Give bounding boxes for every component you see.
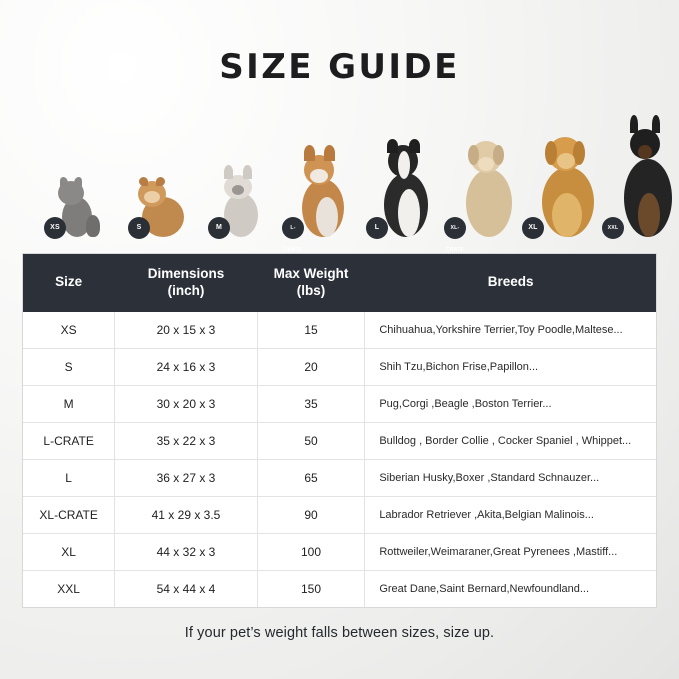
badge-xl: XL (522, 217, 544, 239)
cell-max-weight: 150 (257, 570, 365, 607)
cell-dimensions: 44 x 32 x 3 (115, 533, 257, 570)
cell-max-weight: 100 (257, 533, 365, 570)
cell-breeds: Pug,Corgi ,Beagle ,Boston Terrier... (365, 385, 656, 422)
cell-size: L (23, 459, 115, 496)
cell-max-weight: 50 (257, 422, 365, 459)
cell-breeds: Rottweiler,Weimaraner,Great Pyrenees ,Mastiff... (365, 533, 656, 570)
cell-dimensions: 36 x 27 x 3 (115, 459, 257, 496)
cell-max-weight: 90 (257, 496, 365, 533)
cell-size: L-CRATE (23, 422, 115, 459)
cell-size: XL (23, 533, 115, 570)
column-header-dimensions-line2: (inch) (167, 282, 205, 298)
cell-breeds: Labrador Retriever ,Akita,Belgian Malinois... (365, 496, 656, 533)
table-row (23, 385, 656, 422)
cell-max-weight: 65 (257, 459, 365, 496)
cell-max-weight: 35 (257, 385, 365, 422)
cell-dimensions: 35 x 22 x 3 (115, 422, 257, 459)
cell-dimensions: 54 x 44 x 4 (115, 570, 257, 607)
badge-xs: XS (44, 217, 66, 239)
table-row (23, 533, 656, 570)
badge-s: S (128, 217, 150, 239)
size-table-wrapper (22, 253, 657, 608)
cell-dimensions: 24 x 16 x 3 (115, 348, 257, 385)
cell-max-weight: 15 (257, 312, 365, 349)
cell-dimensions: 20 x 15 x 3 (115, 312, 257, 349)
table-header-row (23, 254, 656, 312)
silhouette-l-crate (283, 145, 354, 253)
cell-dimensions: 30 x 20 x 3 (115, 385, 257, 422)
column-header-dimensions (115, 254, 257, 312)
cell-size: XL-CRATE (23, 496, 115, 533)
breed-silhouette-row (26, 107, 653, 253)
cell-size: XXL (23, 570, 115, 607)
cell-breeds: Siberian Husky,Boxer ,Standard Schnauzer... (365, 459, 656, 496)
silhouette-xxl (608, 115, 679, 237)
table-row (23, 348, 656, 385)
cell-max-weight: 20 (257, 348, 365, 385)
silhouette-l (370, 137, 440, 237)
cell-dimensions: 41 x 29 x 3.5 (115, 496, 257, 533)
column-header-breeds: Breeds (365, 254, 656, 312)
badge-l-crate: L-CRATE (282, 217, 304, 239)
column-header-max-weight-line2: (lbs) (296, 282, 326, 298)
silhouette-xl (526, 127, 606, 237)
silhouette-s (130, 177, 192, 237)
column-header-size: Size (23, 254, 115, 312)
footnote: If your pet’s weight falls between sizes, size up. (184, 624, 495, 641)
cell-size: XS (23, 312, 115, 349)
badge-xxl: XXL (602, 217, 624, 239)
cell-breeds: Chihuahua,Yorkshire Terrier,Toy Poodle,Maltese... (365, 312, 656, 349)
table-row (23, 496, 656, 533)
silhouette-xs (48, 175, 104, 237)
cell-breeds: Great Dane,Saint Bernard,Newfoundland... (379, 582, 590, 595)
badge-m: M (208, 217, 230, 239)
cell-breeds: Bulldog , Border Collie , Cocker Spaniel , Whippet... (365, 422, 656, 459)
column-header-dimensions-line1: Dimensions (147, 266, 225, 281)
column-header-max-weight (257, 254, 365, 312)
cell-size: S (23, 348, 115, 385)
table-row (23, 459, 656, 496)
column-header-max-weight-line1: Max Weight (273, 266, 349, 281)
cell-breeds: Shih Tzu,Bichon Frise,Papillon... (365, 348, 656, 385)
badge-xl-crate: XL-CRATE (444, 217, 466, 239)
cell-size: M (23, 385, 115, 422)
table-row (23, 570, 656, 607)
silhouette-xl-crate (445, 131, 522, 253)
table-row (23, 312, 656, 349)
page-title: SIZE GUIDE (219, 47, 460, 87)
size-table (23, 254, 656, 607)
silhouette-m (212, 165, 268, 237)
badge-l: L (366, 217, 388, 239)
table-row (23, 422, 656, 459)
